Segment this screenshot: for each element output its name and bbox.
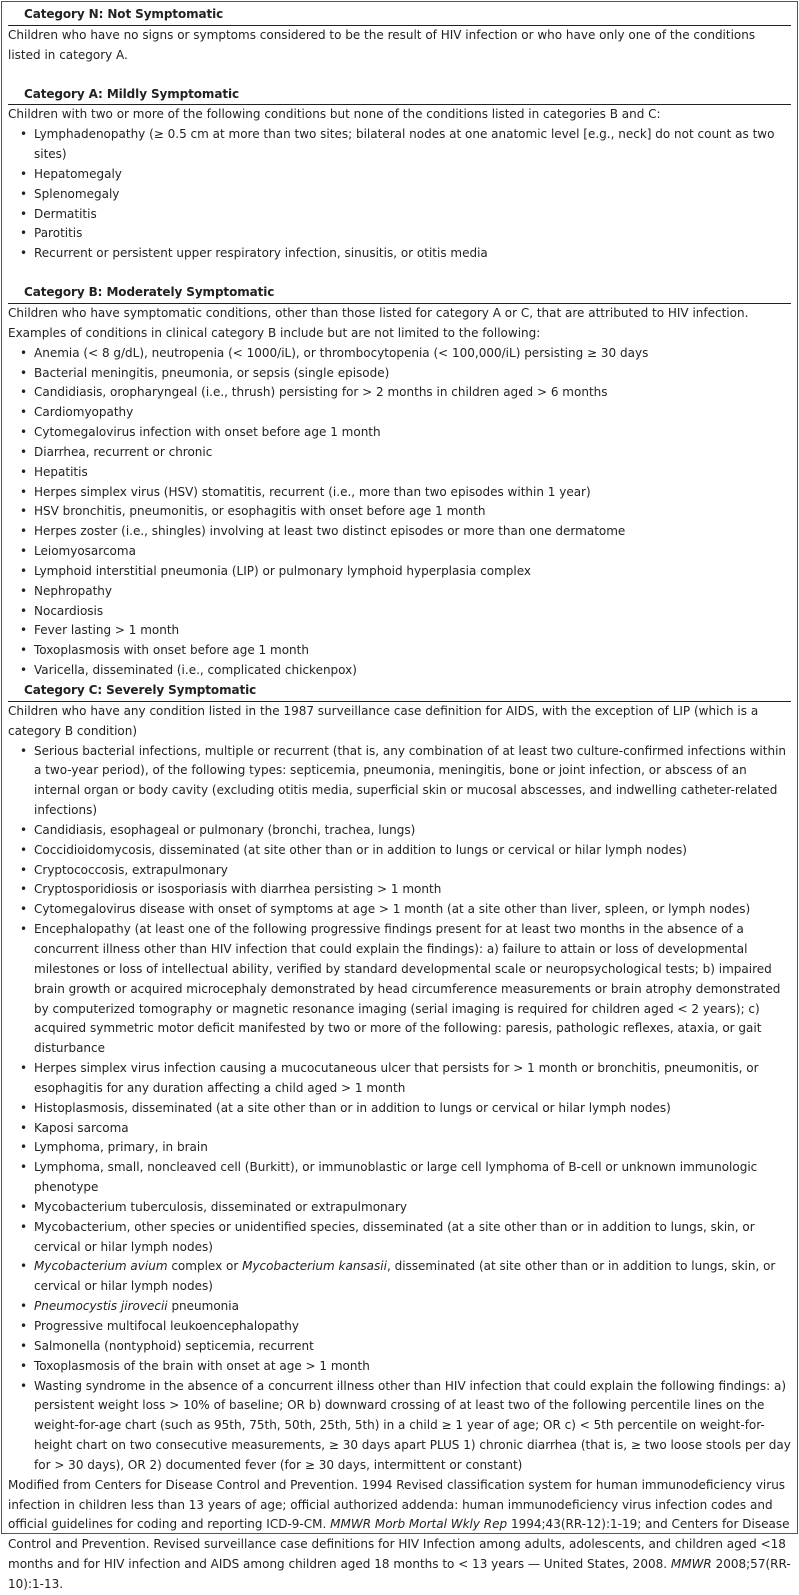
list-item: • Progressive multifocal leukoencephalopathy [8,1317,791,1337]
category-c-intro: Children who have any condition listed in the 1987 surveillance case definition for AIDS, with the exception of LIP (which is a category B condition) [8,703,759,738]
list-item: • Mycobacterium tuberculosis, disseminated or extrapulmonary [8,1198,791,1218]
list-item: • Mycobacterium, other species or unidentified species, disseminated (at a site other than or in addition to lungs, skin, or cervical or hilar lymph nodes) [8,1218,791,1258]
list-item: • Herpes simplex virus infection causing a mucocutaneous ulcer that persists for > 1 month or bronchitis, pneumonitis, or esophagitis for any duration affecting a child aged > 1 month [8,1059,791,1099]
list-item: • Coccidioidomycosis, disseminated (at site other than or in addition to lungs or cervical or hilar lymph nodes) [8,841,791,861]
list-item: • Cryptosporidiosis or isosporiasis with diarrhea persisting > 1 month [8,880,791,900]
journal-title: MMWR [670,1557,712,1572]
section-spacer [8,264,791,283]
list-item: • Varicella, disseminated (i.e., complicated chickenpox) [8,661,791,681]
list-item: • Lymphoid interstitial pneumonia (LIP) or pulmonary lymphoid hyperplasia complex [8,562,791,582]
list-item: • Parotitis [8,224,791,244]
list-item: • Nocardiosis [8,602,791,622]
list-item: • Fever lasting > 1 month [8,621,791,641]
journal-title: MMWR Morb Mortal Wkly Rep [330,1517,508,1532]
list-item: • Splenomegaly [8,185,791,205]
category-a-intro: Children with two or more of the following conditions but none of the conditions listed in categories B and C: [8,107,661,122]
list-item: • Cardiomyopathy [8,403,791,423]
category-a-list [8,125,791,264]
list-item: • Histoplasmosis, disseminated (at a site other than or in addition to lungs or cervical or hilar lymph nodes) [8,1099,791,1119]
list-item: • Diarrhea, recurrent or chronic [8,443,791,463]
list-item: • Recurrent or persistent upper respiratory infection, sinusitis, or otitis media [8,244,791,264]
list-item: • Nephropathy [8,582,791,602]
list-item: • Lymphadenopathy (≥ 0.5 cm at more than two sites; bilateral nodes at one anatomic level [e.g., neck] do not count as two sites) [8,125,791,165]
category-c-list [8,742,791,1476]
list-item: • Bacterial meningitis, pneumonia, or sepsis (single episode) [8,364,791,384]
source-footnote: Modified from Centers for Disease Control and Prevention. 1994 Revised classification system for human immunodeficiency virus infection in children less than 13 years of age; official authorized addenda: human immunodeficiency virus infection codes and official guidelines for coding and reporting ICD-9-CM. MMWR Morb Mortal Wkly Rep 1994;43(RR-12):1-19; and Centers for Disease Control and Prevention. Revised surveillance case definitions for HIV Infection among adults, adolescents, and children aged <18 months and for HIV infection and AIDS among children aged 18 months to < 13 years — United States, 2008. MMWR 2008;57(RR-10):1-13. [8,1477,791,1591]
section-spacer [8,66,791,85]
category-b-section [8,283,791,681]
list-item: • Anemia (< 8 g/dL), neutropenia (< 1000/iL), or thrombocytopenia (< 100,000/iL) persisting ≥ 30 days [8,344,791,364]
list-item: • Herpes simplex virus (HSV) stomatitis, recurrent (i.e., more than two episodes within 1 year) [8,483,791,503]
list-item: • Cryptococcosis, extrapulmonary [8,861,791,881]
list-item: • Serious bacterial infections, multiple or recurrent (that is, any combination of at least two culture-confirmed infections within a two-year period), of the following types: septicemia, pneumonia, meningitis, bone or joint infection, or abscess of an internal organ or body cavity (excluding otitis media, superficial skin or mucosal abscesses, and indwelling catheter-related infections) [8,742,791,821]
category-a-heading: Category A: Mildly Symptomatic [8,85,791,106]
list-item: • Salmonella (nontyphoid) septicemia, recurrent [8,1337,791,1357]
category-b-list [8,344,791,681]
list-item: • Pneumocystis jirovecii pneumonia [8,1297,791,1317]
list-item: • Toxoplasmosis of the brain with onset at age > 1 month [8,1357,791,1377]
list-item: • Cytomegalovirus disease with onset of symptoms at age > 1 month (at a site other than liver, spleen, or lymph nodes) [8,900,791,920]
list-item: • Hepatitis [8,463,791,483]
category-n-intro: Children who have no signs or symptoms considered to be the result of HIV infection or who have only one of the conditions listed in category A. [8,27,756,62]
list-item: • Mycobacterium avium complex or Mycobacterium kansasii, disseminated (at site other than or in addition to lungs, skin, or cervical or hilar lymph nodes) [8,1257,791,1297]
list-item: • Wasting syndrome in the absence of a concurrent illness other than HIV infection that could explain the following findings: a) persistent weight loss > 10% of baseline; OR b) downward crossing of at least two of the following percentile lines on the weight-for-age chart (such as 95th, 75th, 50th, 25th, 5th) in a child ≥ 1 year of age; OR c) < 5th percentile on weight-for-height chart on two consecutive measurements, ≥ 30 days apart PLUS 1) chronic diarrhea (that is, ≥ two loose stools per day for > 30 days), OR 2) documented fever (for ≥ 30 days, intermittent or constant) [8,1377,791,1476]
list-item: • Lymphoma, small, noncleaved cell (Burkitt), or immunoblastic or large cell lymphoma of B-cell or unknown immunologic phenotype [8,1158,791,1198]
category-b-heading: Category B: Moderately Symptomatic [8,283,791,304]
category-a-section [8,85,791,265]
list-item: • Encephalopathy (at least one of the following progressive findings present for at least two months in the absence of a concurrent illness other than HIV infection that could explain the findings): a) failure to attain or loss of developmental milestones or loss of intellectual ability, verified by standard developmental scale or neuropsychological tests; b) impaired brain growth or acquired microcephaly demonstrated by head circumference measurements or brain atrophy demonstrated by computerized tomography or magnetic resonance imaging (serial imaging is required for children aged < 2 years); c) acquired symmetric motor deficit manifested by two or more of the following: paresis, pathologic reflexes, ataxia, or gait disturbance [8,920,791,1059]
category-n-section [8,5,791,66]
list-item: • Cytomegalovirus infection with onset before age 1 month [8,423,791,443]
organism-name: Pneumocystis jirovecii [34,1299,168,1314]
list-item: • Herpes zoster (i.e., shingles) involving at least two distinct episodes or more than one dermatome [8,522,791,542]
organism-name: Mycobacterium kansasii [242,1259,387,1274]
classification-document [1,1,798,1591]
category-c-section [8,681,791,1476]
category-c-heading: Category C: Severely Symptomatic [8,681,791,702]
list-item: • Toxoplasmosis with onset before age 1 month [8,641,791,661]
list-item: • Candidiasis, esophageal or pulmonary (bronchi, trachea, lungs) [8,821,791,841]
list-item: • Dermatitis [8,205,791,225]
category-n-heading: Category N: Not Symptomatic [8,5,791,26]
list-item: • Candidiasis, oropharyngeal (i.e., thrush) persisting for > 2 months in children aged > 6 months [8,383,791,403]
organism-name: Mycobacterium avium [34,1259,168,1274]
list-item: • Leiomyosarcoma [8,542,791,562]
list-item: • Hepatomegaly [8,165,791,185]
list-item: • Kaposi sarcoma [8,1119,791,1139]
list-item: • Lymphoma, primary, in brain [8,1138,791,1158]
category-b-intro: Children who have symptomatic conditions, other than those listed for category A or C, that are attributed to HIV infection. Examples of conditions in clinical category B include but are not limited to the following: [8,305,749,340]
list-item: • HSV bronchitis, pneumonitis, or esophagitis with onset before age 1 month [8,502,791,522]
